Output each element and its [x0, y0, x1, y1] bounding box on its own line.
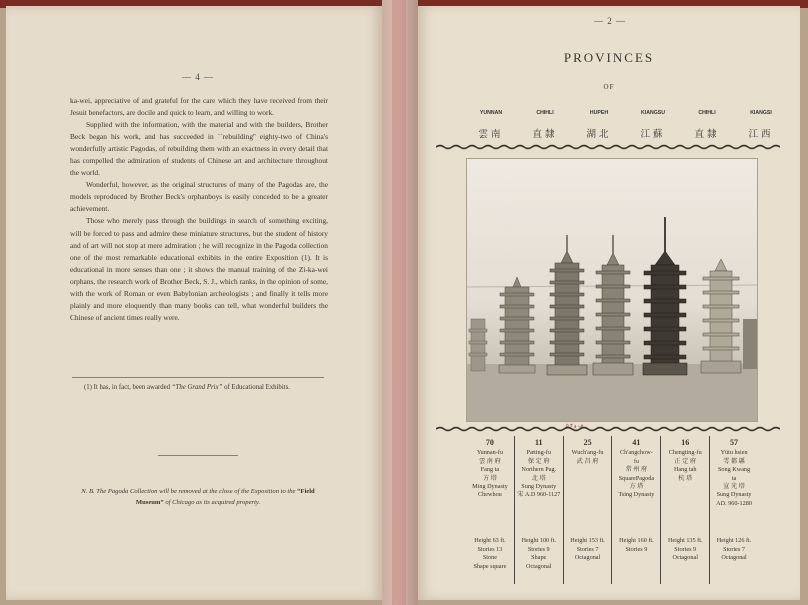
pagoda-line: Sung Dynasty [521, 483, 557, 491]
pagoda-stat: Octagonal [721, 554, 747, 562]
province [520, 110, 570, 140]
pagoda-number: 25 [583, 438, 592, 447]
pagoda-line: 正 定 府 [674, 457, 697, 465]
pagoda-stat: Octagonal [672, 554, 698, 562]
pagoda-line: 雩 都 縣 [723, 457, 745, 465]
pagoda-number: 70 [485, 438, 494, 447]
nb-museum: “Field Museum” [135, 488, 315, 506]
footnote-rule [72, 377, 324, 378]
pagoda-stat: Height 135 ft. [667, 537, 703, 545]
pagoda-stats [661, 537, 709, 562]
provinces-row [466, 110, 786, 140]
pagoda-stat: Shape [531, 554, 547, 562]
page-number: — 4 — [182, 72, 214, 82]
footnote-emphasis: “The Grand Prix” [171, 384, 223, 391]
pagoda-line: AD. 960-1280 [716, 499, 752, 507]
pagoda-stats [515, 537, 563, 571]
pagoda-line: Chewhou [478, 491, 502, 499]
pagoda-column [515, 436, 564, 584]
footnote-text-end: of Educational Exhibits. [222, 384, 290, 391]
province-name: KIANGSI [750, 110, 772, 116]
pagoda-line: Wuch'ang-fu [571, 449, 604, 457]
pagoda-stat: Stories 7 [723, 545, 745, 553]
right-page [418, 6, 800, 600]
pagoda-stat: Height 63 ft. [474, 537, 506, 545]
pagoda-line: 宋 A.D 960-1127 [517, 491, 561, 499]
pagoda-info [710, 449, 758, 535]
left-page [6, 6, 382, 600]
title-of: OF [603, 83, 615, 91]
pagoda-line: 方 塔 [629, 483, 644, 491]
pagoda-line: 方 塔 [482, 474, 497, 482]
pagoda-line: 保 定 府 [527, 457, 550, 465]
pagoda-table [466, 436, 758, 584]
paragraph: Wonderful, however, as the original structures of many of the Pagodas are, the models reproduced by Brother Beck's orphanboys is easily conceded to be a greater achievement. [70, 180, 328, 214]
pagoda-line: Fang ta [480, 466, 500, 474]
pagoda-stat: Height 100 ft. [521, 537, 557, 545]
pagoda-line: Sung Dynasty [716, 491, 752, 499]
pagoda-stat: Octagonal [574, 554, 601, 562]
pagoda-column [612, 436, 661, 584]
pagoda-line: Pæting-fu [526, 449, 551, 457]
footnote [72, 383, 324, 394]
pagoda-info [612, 449, 660, 535]
province-name: CHIHLI [536, 110, 554, 116]
photo-caption: ڥ و ۴ ۵ [566, 423, 584, 429]
paragraph: ka-wei, appreciative of and grateful for the care which they have received from their Jesuit benefactors, are docile and quick to learn, and willing to work. [70, 96, 328, 118]
ornamental-rule-top [436, 144, 780, 150]
paragraph: Supplied with the information, with the material and with the builders, Brother Beck began his work, and has succeeded in ``rebuilding'' eighty-two of China's wonderfully artistic Pagodas, of rebuilding them with an exactness in every detail that has compelled the admiration of students of Chinese art and architecture throughout the world. [70, 120, 328, 178]
page-number: — 2 — [594, 16, 626, 26]
pagoda-line: 常 州 府 [625, 466, 648, 474]
province-chinese: 江蘇 [640, 129, 666, 140]
province [628, 110, 678, 140]
pagoda-line: SquarePagoda [618, 474, 655, 482]
province [466, 110, 516, 140]
pagoda-line: 雲 南 府 [479, 457, 501, 465]
pagoda-stat: Stone [482, 554, 497, 562]
pagoda-number: 57 [730, 438, 739, 447]
pagoda-stat: Height 126 ft. [716, 537, 752, 545]
pagoda-stats [564, 537, 612, 562]
province-chinese: 雲南 [478, 129, 504, 140]
pagoda-stat: Stories 9 [625, 545, 648, 553]
pagoda-line: 武 昌 府 [576, 457, 599, 465]
pagoda-number: 16 [681, 438, 690, 447]
pagoda-stats [612, 537, 660, 554]
pagoda-stat: Height 153 ft. [570, 537, 605, 545]
province [682, 110, 732, 140]
pagoda-line: Yütu hsien [720, 449, 748, 457]
pagoda-line: fu [633, 457, 639, 465]
province [736, 110, 786, 140]
pagoda-column [564, 436, 613, 584]
pagoda-column [710, 436, 758, 584]
pagoda-photograph [466, 158, 758, 422]
pagoda-line: ta [731, 474, 737, 482]
pagoda-line: 杭 塔 [678, 474, 693, 482]
pagoda-line: Ch'angchow- [620, 449, 653, 457]
body-text [70, 95, 328, 324]
nb-text-end: of Chicago as its acquired property. [163, 499, 261, 506]
province-name: KIANGSU [641, 110, 665, 116]
pagoda-stat: Stories 13 [477, 545, 503, 553]
ornamental-rule-bottom [436, 426, 780, 432]
pagoda-line: Yunnan-fu [476, 449, 503, 457]
province-name: YUNNAN [479, 110, 503, 116]
gutter-binding [392, 0, 406, 605]
pagoda-line: Ming Dynasty [472, 483, 508, 491]
nb-text: N. B. The Pagoda Collection will be removed at the close of the Exposition to the [81, 488, 298, 495]
pagoda-number: 11 [534, 438, 543, 447]
pagoda-stat: Stories 9 [674, 545, 697, 553]
province [574, 110, 624, 140]
pagoda-number: 41 [632, 438, 641, 447]
pagoda-line: Tsing Dynasty [618, 491, 655, 499]
province-chinese: 江西 [748, 129, 774, 140]
pagoda-info [661, 449, 709, 535]
province-name: HUPEH [589, 110, 609, 116]
page-title: PROVINCES [563, 50, 655, 65]
pagoda-stat: Octagonal [526, 562, 552, 570]
province-name: CHIHLI [698, 110, 716, 116]
pagoda-stat: Shape square [473, 562, 507, 570]
pagoda-line: Northern Pag. [521, 466, 557, 474]
footnote-text: (1) It has, in fact, been awarded [84, 384, 172, 391]
province-chinese: 直隸 [532, 129, 558, 140]
province-chinese: 湖北 [586, 129, 612, 140]
paragraph: Those who merely pass through the buildings in search of something exciting, will be forced to pass and admire these miniature structures, but the student of history and of art will not stop at mere admiration ; he will recognize in the Pagoda collection one of the most remarkable educational exhibits in the entire Exposition (1). It is educational in more senses than one ; it shows the manual training of the Zi-ka-wei orphans, the research work of Brother Beck, S. J., which ranks, in the opinion of some, with the work of Roman or even Babylonian archeologists ; and finally it tells more plainly and more eloquently than many books can tell, what wonderful builders the Chinese of ancient times really were. [70, 216, 328, 322]
pagoda-column [466, 436, 515, 584]
pagoda-line: Song Kwang [717, 466, 751, 474]
pagoda-line: 宣 光 塔 [723, 483, 745, 491]
pagoda-stat: Height 160 ft. [619, 537, 654, 545]
province-chinese: 直隸 [694, 129, 720, 140]
pagoda-line: 北 塔 [531, 474, 546, 482]
pagoda-stats [710, 537, 758, 562]
pagoda-stats [466, 537, 514, 571]
separator-rule [158, 455, 238, 456]
pagoda-line: Chengting-fu [668, 449, 702, 457]
pagoda-models-image [467, 159, 757, 421]
pagoda-stat: Stories 9 [527, 545, 550, 553]
pagoda-info [515, 449, 563, 535]
pagoda-info [466, 449, 514, 535]
pagoda-line: Hang tah [673, 466, 697, 474]
pagoda-column [661, 436, 710, 584]
nb-note [72, 486, 324, 508]
pagoda-stat: Stories 7 [576, 545, 599, 553]
pagoda-info [564, 449, 612, 535]
